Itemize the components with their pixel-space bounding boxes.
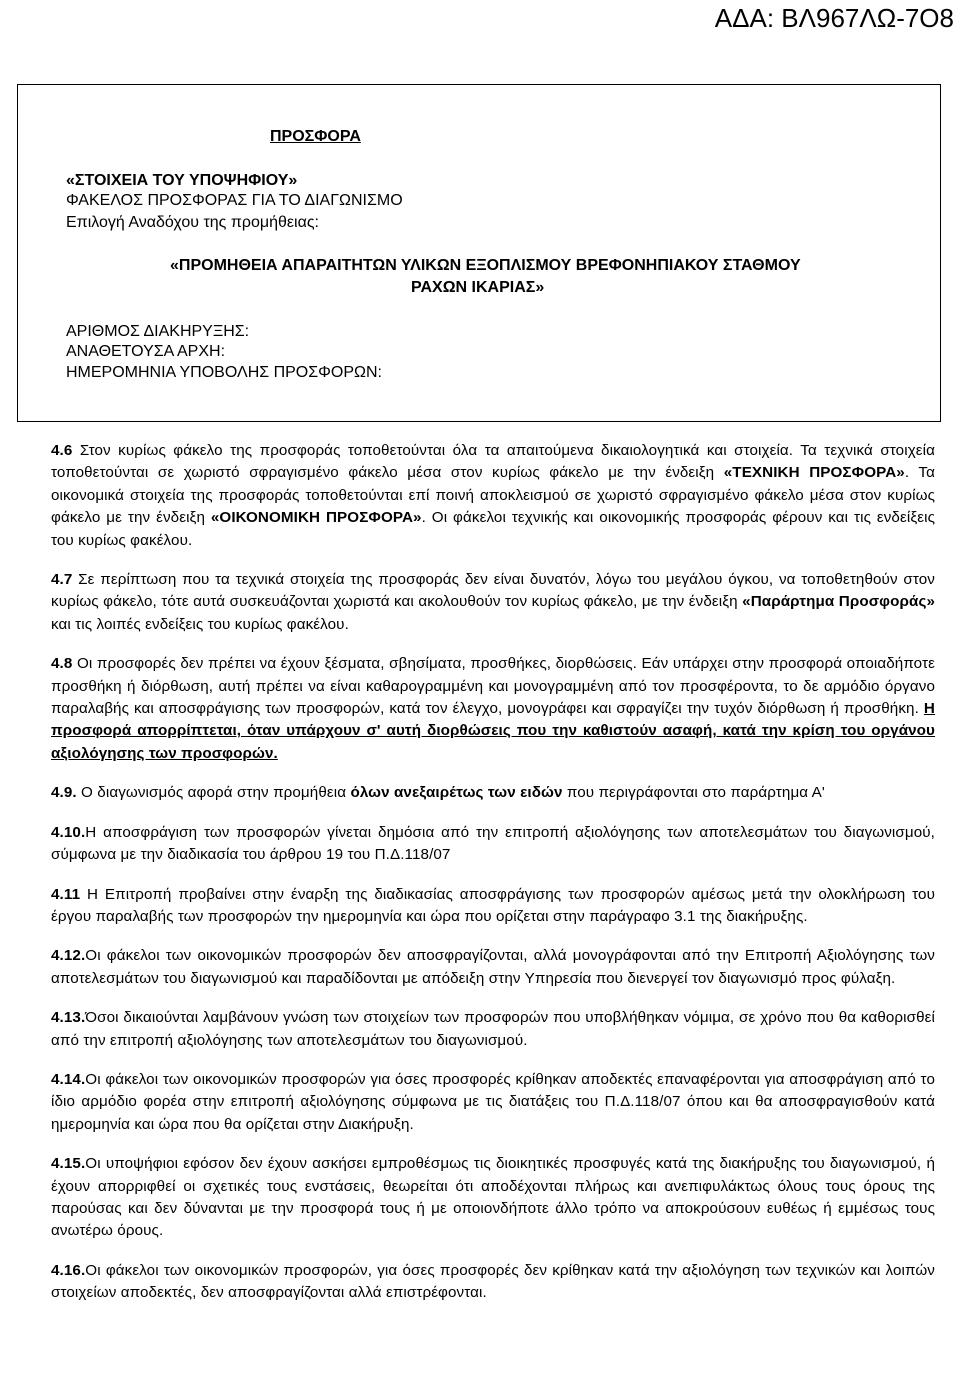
- paragraph-number: 4.9.: [51, 784, 77, 802]
- offer-annex-label: «Παράρτημα Προσφοράς»: [742, 593, 935, 611]
- paragraph-text: και τις λοιπές ενδείξεις του κυρίως φακέλου.: [51, 615, 349, 633]
- paragraph-4-12: [51, 945, 935, 990]
- paragraph-4-11: [51, 884, 935, 929]
- paragraph-text: Ο διαγωνισμός αφορά στην προμήθεια: [76, 784, 351, 802]
- paragraph-number: 4.10.: [51, 823, 86, 841]
- paragraph-text: που περιγράφονται στο παράρτημα Α': [562, 784, 825, 802]
- declaration-number-label: ΑΡΙΘΜΟΣ ΔΙΑΚΗΡΥΞΗΣ:: [66, 323, 250, 340]
- paragraph-number: 4.14.: [51, 1070, 86, 1088]
- project-title-line1: «ΠΡΟΜΗΘΕΙΑ ΑΠΑΡΑΙΤΗΤΩΝ ΥΛΙΚΩΝ ΕΞΟΠΛΙΣΜΟΥ ΒΡΕΦΟΝΗΠΙΑΚΟΥ ΣΤΑΘΜΟΥ: [170, 257, 801, 274]
- paragraph-number: 4.15.: [51, 1155, 86, 1173]
- paragraph-text: Οι υποψήφιοι εφόσον δεν έχουν ασκήσει εμπροθέσμως τις διοικητικές προσφυγές κατά της διακήρυξης του διαγωνισμού, ή έχουν απορριφθεί οι σχετικές τους ενστάσεις, θεωρείται ότι αποδέχονται πλήρως και ανεπιφυλάκτως όλους τους όρους της παρούσας και δεν δύνανται με την προσφορά τους ή με οποιονδήποτε άλλο τρόπο να αποκρούσουν ευθέως ή εμμέσως τους ανωτέρω όρους.: [51, 1155, 935, 1240]
- paragraph-number: 4.13.: [51, 1009, 86, 1027]
- contracting-authority-label: ΑΝΑΘΕΤΟΥΣΑ ΑΡΧΗ:: [66, 343, 226, 360]
- paragraph-text: . Τα οικονομικά στοιχεία της προσφοράς τοποθετούνται επί ποινή αποκλεισμού σε χωριστό σφραγισμένο φάκελο μέσα στον κυρίως φάκελο με την ένδειξη: [51, 464, 935, 527]
- envelope-heading: ΦΑΚΕΛΟΣ ΠΡΟΣΦΟΡΑΣ ΓΙΑ ΤΟ ΔΙΑΓΩΝΙΣΜΟ: [66, 192, 403, 209]
- all-items-emphasis: όλων ανεξαιρέτως των ειδών: [350, 784, 563, 802]
- paragraph-text: Οι φάκελοι των οικονομικών προσφορών, για όσες προσφορές δεν κρίθηκαν κατά την αξιολόγηση των τεχνικών και λοιπών στοιχείων αποδεκτές, δεν αποσφραγίζονται αλλά επιστρέφονται.: [51, 1261, 935, 1302]
- rejection-clause: Η προσφορά απορρίπτεται, όταν υπάρχουν σ' αυτή διορθώσεις που την καθιστούν ασαφή, κατά την κρίση του οργάνου αξιολόγησης των προσφορών.: [51, 700, 935, 762]
- paragraph-text: Όσοι δικαιούνται λαμβάνουν γνώση των στοιχείων των προσφορών που υποβλήθηκαν νόμιμα, σε χρόνο που θα καθορισθεί από την επιτροπή αξιολόγησης των αποτελεσμάτων του διαγωνισμού.: [51, 1009, 935, 1049]
- paragraph-4-10: [51, 822, 935, 867]
- paragraph-text: Οι προσφορές δεν πρέπει να έχουν ξέσματα, σβησίματα, προσθήκες, διορθώσεις. Εάν υπάρχει στην προσφορά οποιαδήποτε προσθήκη ή διόρθωση, αυτή πρέπει να είναι καθαρογραμμένη και μονογραμμένη από τον προσφέροντα, το δε αρμόδιο όργανο παραλαβής και αποσφράγισης των προσφορών, κατά τον έλεγχο, μονογράφει και σφραγίζει την τυχόν διόρθωση ή προσθήκη.: [51, 655, 935, 718]
- paragraph-text: Η αποσφράγιση των προσφορών γίνεται δημόσια από την επιτροπή αξιολόγησης των αποτελεσμάτων του διαγωνισμού, σύμφωνα με την διαδικασία του άρθρου 19 του Π.Δ.118/07: [51, 823, 935, 864]
- paragraph-number: 4.11: [51, 885, 81, 903]
- offer-title: ΠΡΟΣΦΟΡΑ: [270, 128, 361, 145]
- contractor-selection-label: Επιλογή Αναδόχου της προμήθειας:: [66, 214, 319, 231]
- paragraph-4-9: [51, 782, 935, 804]
- paragraph-4-6: [51, 440, 935, 552]
- paragraph-text: Οι φάκελοι των οικονομικών προσφορών για όσες προσφορές κρίθηκαν αποδεκτές επαναφέρονται για αποσφράγιση από το ίδιο αρμόδιο φορέα στην επιτροπή αξιολόγησης σύμφωνα με τις διατάξεις του Π.Δ.118/07 όπου και θα αποσφραγισθούν κατά ημερομηνία και ώρα που θα ορίζεται στην Διακήρυξη.: [51, 1070, 935, 1133]
- ada-document-id: ΑΔΑ: ΒΛ967ΛΩ-7Ο8: [714, 3, 954, 33]
- paragraph-text: . Οι φάκελοι τεχνικής και οικονομικής προσφοράς φέρουν και τις ενδείξεις του κυρίως φακέλου.: [51, 509, 935, 549]
- paragraph-4-8: [51, 653, 935, 765]
- submission-date-label: ΗΜΕΡΟΜΗΝΙΑ ΥΠΟΒΟΛΗΣ ΠΡΟΣΦΟΡΩΝ:: [66, 364, 382, 381]
- technical-offer-label: «ΤΕΧΝΙΚΗ ΠΡΟΣΦΟΡΑ»: [723, 464, 905, 482]
- paragraph-4-14: [51, 1069, 935, 1136]
- paragraph-4-13: [51, 1007, 935, 1052]
- paragraph-4-15: [51, 1153, 935, 1243]
- paragraph-number: 4.6: [51, 442, 73, 459]
- offer-envelope-box: [17, 84, 941, 422]
- paragraph-number: 4.12.: [51, 947, 86, 965]
- paragraph-text: Σε περίπτωση που τα τεχνικά στοιχεία της προσφοράς δεν είναι δυνατόν, λόγω του μεγάλου όγκου, να τοποθετηθούν στον κυρίως φάκελο, τότε αυτά συσκευάζονται χωριστά και ακολουθούν τον κυρίως φάκελο, με την ένδειξη: [51, 571, 935, 611]
- paragraph-number: 4.7: [51, 571, 73, 589]
- paragraph-text: Η Επιτροπή προβαίνει στην έναρξη της διαδικασίας αποσφράγισης των προσφορών αμέσως μετά την ολοκλήρωση του έργου παραλαβής των προσφορών την ημερομηνία και ώρα που ορίζεται στην παράγραφο 3.1 της διακήρυξης.: [51, 885, 935, 925]
- project-title-line2: ΡΑΧΩΝ ΙΚΑΡΙΑΣ»: [411, 279, 545, 296]
- paragraph-number: 4.8: [51, 655, 73, 673]
- paragraph-text: Οι φάκελοι των οικονομικών προσφορών δεν αποσφραγίζονται, αλλά μονογράφονται από την Επιτροπή Αξιολόγησης των αποτελεσμάτων του διαγωνισμού και παραδίδονται με απόδειξη στην Υπηρεσία που διενεργεί τον διαγωνισμό προς φύλαξη.: [51, 947, 935, 987]
- paragraph-number: 4.16.: [51, 1261, 86, 1279]
- financial-offer-label: «ΟΙΚΟΝΟΜΙΚΗ ΠΡΟΣΦΟΡΑ»: [210, 509, 422, 527]
- paragraph-4-16: [51, 1260, 935, 1305]
- paragraph-text: Στον κυρίως φάκελο της προσφοράς τοποθετούνται όλα τα απαιτούμενα δικαιολογητικά και στοιχεία. Τα τεχνικά στοιχεία τοποθετούνται σε χωριστό σφραγισμένο φάκελο μέσα στον κυρίως φάκελο με την ένδειξη: [51, 442, 935, 482]
- candidate-heading: «ΣΤΟΙΧΕΙΑ ΤΟΥ ΥΠΟΨΗΦΙΟΥ»: [66, 172, 298, 189]
- terms-body: [51, 440, 935, 1305]
- paragraph-4-7: [51, 569, 935, 636]
